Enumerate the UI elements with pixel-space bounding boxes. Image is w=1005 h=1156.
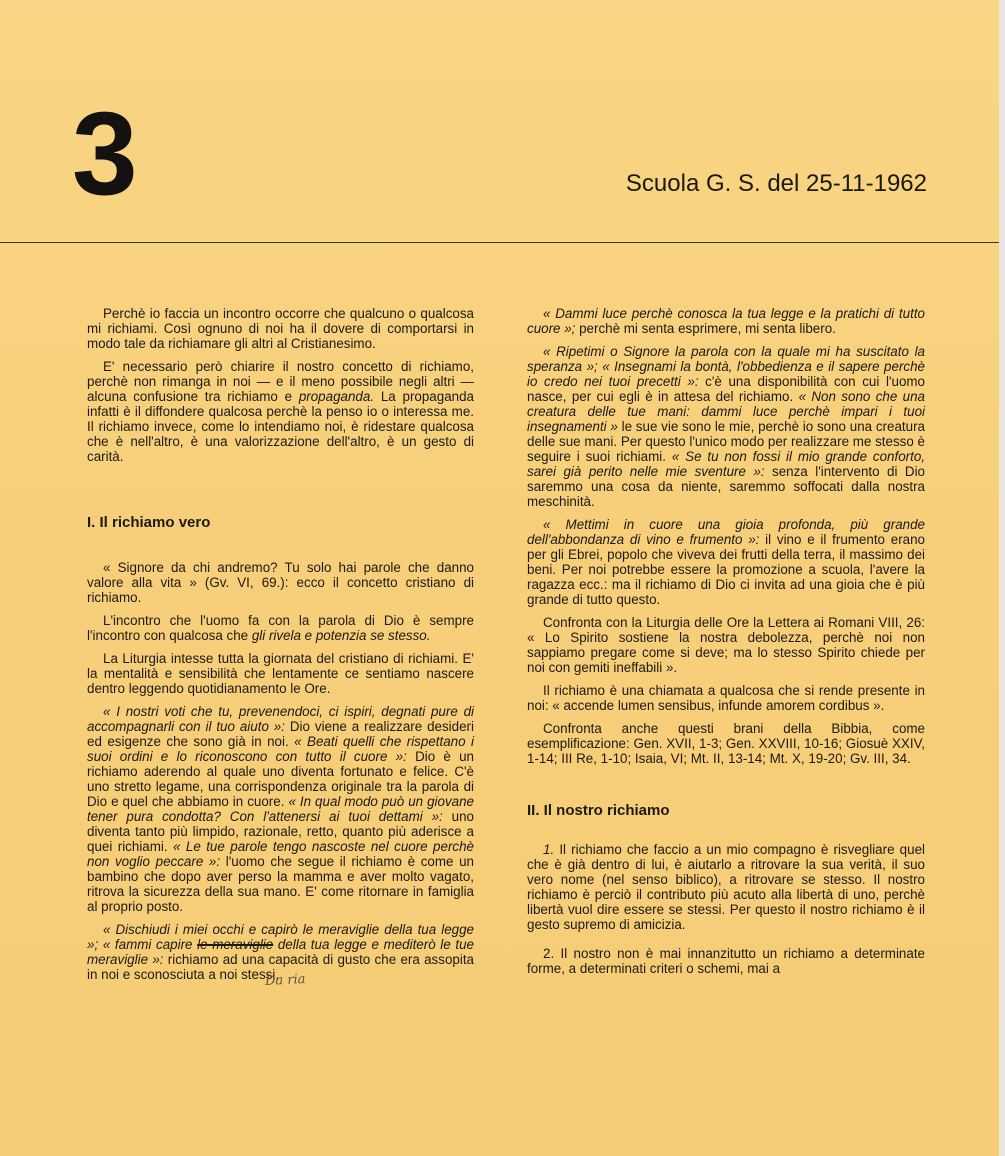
page-edge bbox=[999, 0, 1005, 1156]
paragraph: Confronta con la Liturgia delle Ore la Lettera ai Romani VIII, 26: « Lo Spirito sostiene la nostra debolezza, perchè noi non sappiamo pregare come si deve; ma lo stesso Spirito chiede per noi con gemiti ineffabili ». bbox=[527, 615, 925, 675]
header-divider bbox=[0, 242, 1000, 243]
paragraph: « Dammi luce perchè conosca la tua legge e la pratichi di tutto cuore »; perchè mi senta esprimere, mi senta libero. bbox=[527, 306, 925, 336]
paragraph: Confronta anche questi brani della Bibbia, come esemplificazione: Gen. XVII, 1-3; Gen. XXVIII, 10-16; Giosuè XXIV, 1-14; III Re, 1-10; Isaia, VI; Mt. II, 13-14; Mt. X, 19-20; Gv. III, 34. bbox=[527, 721, 925, 766]
page-title: Scuola G. S. del 25-11-1962 bbox=[625, 170, 927, 197]
paragraph: La Liturgia intesse tutta la giornata del cristiano di richiami. E' la mentalità e sensibilità che lentamente ce sentiamo nascere dentro leggendo quotidianamento le Ore. bbox=[87, 651, 474, 696]
left-column bbox=[87, 306, 474, 990]
paragraph: E' necessario però chiarire il nostro concetto di richiamo, perchè non rimanga in noi — e il meno possibile negli altri — alcuna confusione tra richiamo e propaganda. La propaganda infatti è il diffondere qualcosa perchè la penso io o interessa me. Il richiamo invece, come lo intendiamo noi, è ridestare qualcosa che è nell'altro, è una valorizzazione dell'altro, è un gesto di carità. bbox=[87, 359, 474, 464]
handwritten-annotation: Da ria bbox=[264, 971, 306, 990]
paragraph: « Mettimi in cuore una gioia profonda, più grande dell'abbondanza di vino e frumento »: il vino e il frumento erano per gli Ebrei, popolo che viveva dei frutti della terra, il massimo dei beni. Per noi potrebbe essere la promozione a scuola, l'avere la ragazza ecc.: ma il richiamo di Dio ci invita ad una gioia che è più grande di tutto questo. bbox=[527, 517, 926, 607]
paragraph: 2. Il nostro non è mai innanzitutto un richiamo a determinate forme, a determinati criteri o schemi, mai a bbox=[527, 946, 925, 976]
paragraph: « Signore da chi andremo? Tu solo hai parole che danno valore alla vita » (Gv. VI, 69.): ecco il concetto cristiano di richiamo. bbox=[87, 560, 474, 605]
right-column bbox=[527, 306, 925, 984]
section-heading: II. Il nostro richiamo bbox=[527, 802, 670, 819]
paragraph: « Dischiudi i miei occhi e capirò le meraviglie della tua legge »; « fammi capire le meraviglie della tua legge e mediterò le tue meraviglie »: richiamo ad una capacità di gusto che era assopita in noi e sconosciuta a noi stessi. bbox=[87, 922, 474, 982]
lesson-number: 3 bbox=[72, 88, 136, 220]
paragraph: Il richiamo è una chiamata a qualcosa che si rende presente in noi: « accende lumen sensibus, infunde amorem cordibus ». bbox=[527, 683, 925, 713]
paragraph: 1. Il richiamo che faccio a un mio compagno è risvegliare quel che è già dentro di lui, è aiutarlo a ritrovare la sua verità, il suo vero nome (nel senso biblico), a ritrovare se stesso. Il nostro richiamo è perciò il contributo più acuto alla libertà di uno, perchè libertà vuol dire essere se stessi. Per questo il nostro richiamo è il gesto supremo di amicizia. bbox=[527, 842, 925, 932]
paragraph: « I nostri voti che tu, prevenendoci, ci ispiri, degnati pure di accompagnarli con il tuo aiuto »: Dio viene a realizzare desideri ed esigenze che sono già in noi. « Beati quelli che rispettano i suoi ordini e lo riconoscono con tutto il cuore »: Dio è un richiamo aderendo al quale uno diventa fortunato e felice. C'è uno stretto legame, una corrispondenza originale tra la parola di Dio e quel che abbiamo in cuore. « In qual modo può un giovane tener pura condotta? Con l'attenersi ai tuoi dettami »: uno diventa tanto più limpido, razionale, retto, quanto più aderisce a quei richiami. « Le tue parole tengo nascoste nel cuore perchè non voglio peccare »: l'uomo che segue il richiamo è come un bambino che dopo aver perso la mamma e aver molto vagato, ritrova la sicurezza della sua mano. E' come ritornare in famiglia al proprio posto. bbox=[87, 704, 475, 914]
paragraph: Perchè io faccia un incontro occorre che qualcuno o qualcosa mi richiami. Così ognuno di noi ha il dovere di comportarsi in modo tale da richiamare gli altri al Cristianesimo. bbox=[87, 306, 474, 351]
section-heading: I. Il richiamo vero bbox=[87, 514, 211, 531]
paragraph: « Ripetimi o Signore la parola con la quale mi ha suscitato la speranza »; « Insegnami la bontà, l'obbedienza e il sapere perchè io credo nei tuoi precetti »: c'è una disponibilità con cui l'uomo nasce, per cui egli è in attesa del richiamo. « Non sono che una creatura delle tue mani: dammi luce perchè impari i tuoi insegnamenti » le sue vie sono le mie, perchè io sono una creatura delle sue mani. Per questo l'unico modo per realizzare me stesso è seguire i suoi richiami. « Se tu non fossi il mio grande conforto, sarei già perito nelle mie sventure »: senza l'intervento di Dio saremmo una cosa da niente, saremmo soffocati dalla nostra meschinità. bbox=[527, 344, 925, 509]
paragraph: L'incontro che l'uomo fa con la parola di Dio è sempre l'incontro con qualcosa che gli rivela e potenzia se stesso. bbox=[87, 613, 474, 643]
